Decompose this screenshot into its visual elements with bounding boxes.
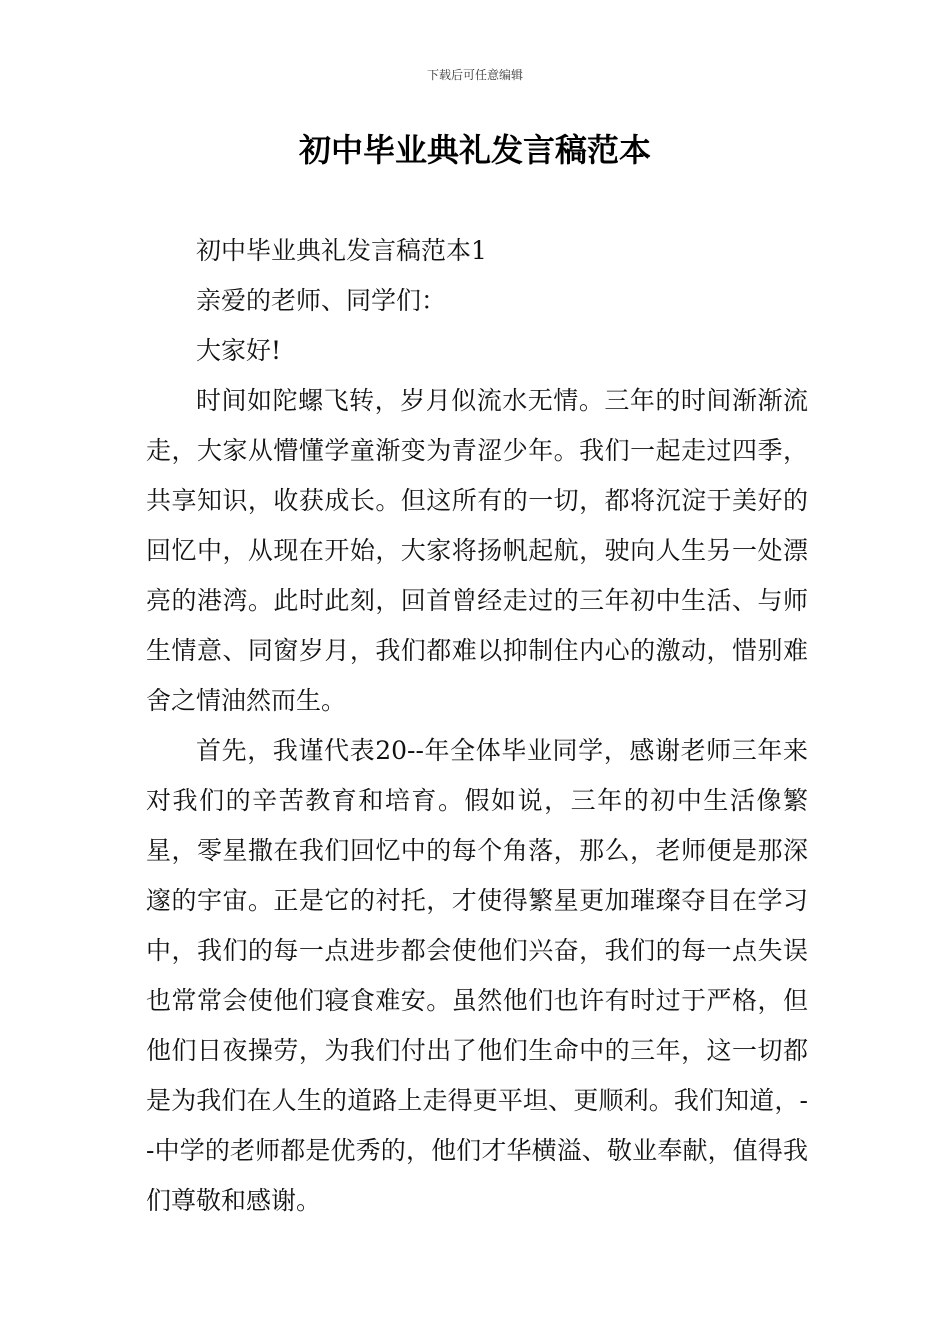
paragraph: 时间如陀螺飞转，岁月似流水无情。三年的时间渐渐流走，大家从懵懂学童渐变为青涩少年。我们一起走过四季，共享知识，收获成长。但这所有的一切，都将沉淀于美好的回忆中，从现在开始，大家将扬帆起航，驶向人生另一处漂亮的港湾。此时此刻，回首曾经走过的三年初中生活、与师生情意、同窗岁月，我们都难以抑制住内心的激动，惜别难舍之情油然而生。	[146, 386, 808, 715]
salutation: 亲爱的老师、同学们：	[196, 286, 447, 315]
greeting: 大家好!	[196, 336, 282, 365]
header-note: 下载后可任意编辑	[426, 68, 523, 82]
document-body	[146, 226, 808, 1226]
paragraph: 首先，我谨代表20--年全体毕业同学，感谢老师三年来对我们的辛苦教育和培育。假如说，三年的初中生活像繁星，零星撒在我们回忆中的每个角落，那么，老师便是那深邃的宇宙。正是它的衬托，才使得繁星更加璀璨夺目在学习中，我们的每一点进步都会使他们兴奋，我们的每一点失误也常常会使他们寝食难安。虽然他们也许有时过于严格，但他们日夜操劳，为我们付出了他们生命中的三年，这一切都是为我们在人生的道路上走得更平坦、更顺利。我们知道，--中学的老师都是优秀的，他们才华横溢、敬业奉献，值得我们尊敬和感谢。	[146, 736, 808, 1215]
section-heading: 初中毕业典礼发言稿范本1	[196, 236, 487, 265]
document-title: 初中毕业典礼发言稿范本	[298, 131, 651, 169]
